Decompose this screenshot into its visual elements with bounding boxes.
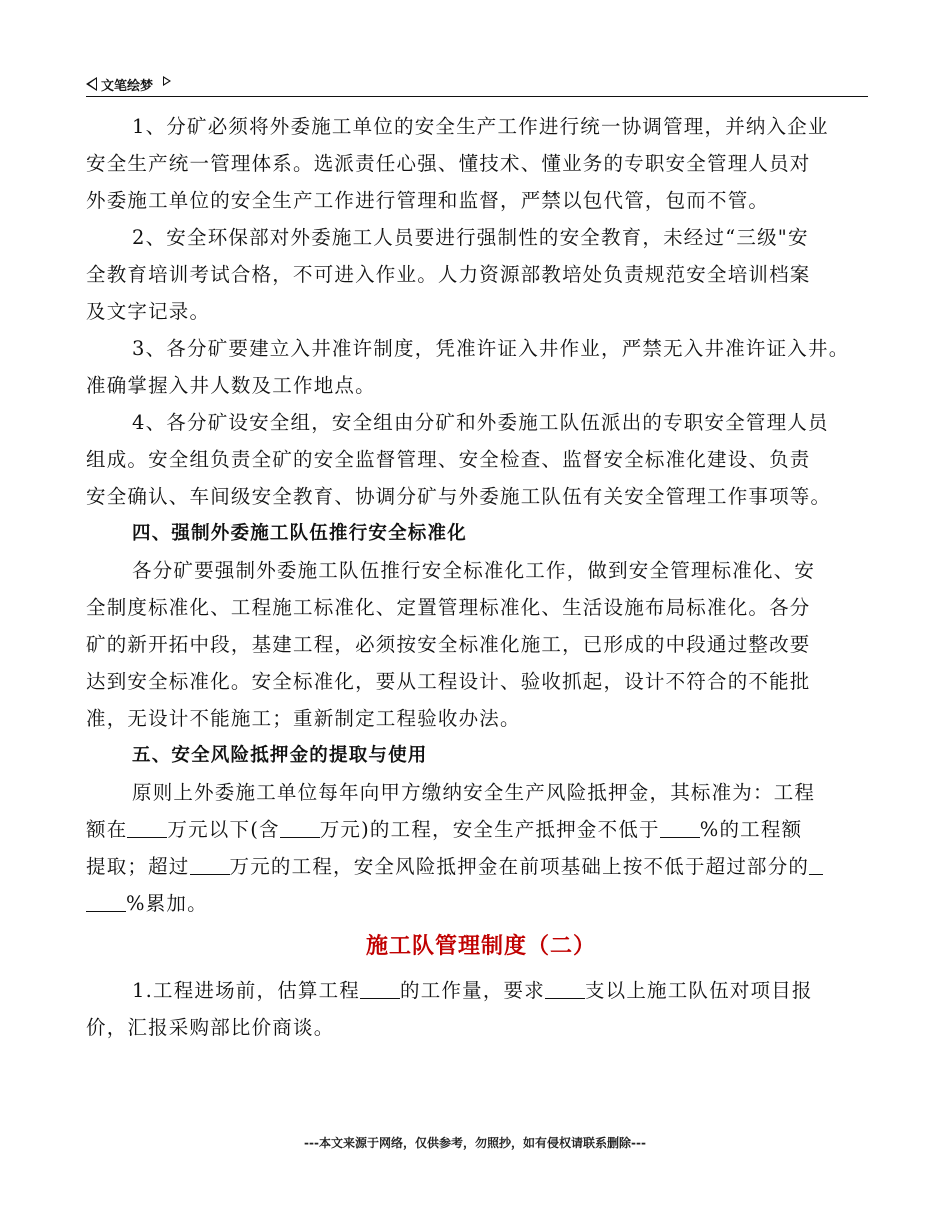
section-title: 施工队管理制度（二） [365,934,596,959]
document-body [86,108,876,1046]
text-segment: 万元的工程，安全风险抵押金在前项基础上按不低于超过部分的 [229,855,810,878]
paragraph-line: 安全生产统一管理体系。选派责任心强、懂技术、懂业务的专职安全管理人员对 [86,152,811,175]
paragraph-line: 4、各分矿设安全组，安全组由分矿和外委施工队伍派出的专职安全管理人员 [132,411,829,434]
paragraph-line-with-blanks [86,811,876,848]
fill-blank [660,817,700,838]
paragraph-line: 2、安全环保部对外委施工人员要进行强制性的安全教育，未经过“三级"安 [132,226,809,249]
text-segment: 的工作量，要求 [400,979,545,1002]
paragraph-line-with-blanks [86,885,876,922]
paragraph-line: 外委施工单位的安全生产工作进行管理和监督，严禁以包代管，包而不管。 [86,189,770,212]
fill-blank [809,854,823,875]
fill-blank [545,978,585,999]
paragraph-line: 组成。安全组负责全矿的安全监督管理、安全检查、监督安全标准化建设、负责 [86,448,811,471]
text-segment: 万元以下(含 [167,818,280,841]
header-rule [86,96,868,97]
paragraph-line: 达到安全标准化。安全标准化，要从工程设计、验收抓起，设计不符合的不能批 [86,670,811,693]
paragraph-line: 全制度标准化、工程施工标准化、定置管理标准化、生活设施布局标准化。各分 [86,596,811,619]
paragraph-line-with-blanks [86,848,876,885]
paragraph-line: 各分矿要强制外委施工队伍推行安全标准化工作，做到安全管理标准化、安 [132,559,816,582]
section-heading-4: 四、强制外委施工队伍推行安全标准化 [132,523,467,544]
fill-blank [127,817,167,838]
fill-blank [280,817,320,838]
footer-note: ---本文来源于网络，仅供参考，勿照抄，如有侵权请联系删除--- [304,1136,646,1150]
paragraph-line: 矿的新开拓中段，基建工程，必须按安全标准化施工，已形成的中段通过整改要 [86,633,811,656]
fill-blank [360,978,400,999]
text-segment: 额在 [86,818,128,841]
paragraph-line: 价，汇报采购部比价商谈。 [86,1016,335,1039]
paragraph-line: 准，无设计不能施工；重新制定工程验收办法。 [86,707,521,730]
fill-blank [86,891,126,912]
paragraph-line-with-blanks [86,972,876,1009]
triangle-right-icon [163,76,171,86]
paragraph-line: 3、各分矿要建立入井准许制度，凭准许证入井作业，严禁无入井准许证入井。 [132,337,850,360]
paragraph-line: 原则上外委施工单位每年向甲方缴纳安全生产风险抵押金，其标准为：工程 [132,781,816,804]
section-heading-5: 五、安全风险抵押金的提取与使用 [132,745,428,766]
page-header [86,72,868,96]
text-segment: 万元)的工程，安全生产抵押金不低于 [319,818,660,841]
text-segment: 支以上施工队伍对项目报 [584,979,813,1002]
text-segment: %的工程额 [699,818,803,841]
fill-blank [190,854,230,875]
header-brand: 文笔绘梦 [101,78,154,94]
paragraph-line: 准确掌握入井人数及工作地点。 [86,374,376,397]
paragraph-line: 及文字记录。 [86,300,211,323]
paragraph-line: 安全确认、车间级安全教育、协调分矿与外委施工队伍有关安全管理工作事项等。 [86,485,832,508]
text-segment: %累加。 [126,892,208,915]
text-segment: 1.工程进场前，估算工程 [132,979,361,1002]
triangle-left-icon [86,77,97,91]
paragraph-line: 全教育培训考试合格，不可进入作业。人力资源部教培处负责规范安全培训档案 [86,263,811,286]
paragraph-line: 1、分矿必须将外委施工单位的安全生产工作进行统一协调管理，并纳入企业 [132,115,829,138]
text-segment: 提取；超过 [86,855,190,878]
